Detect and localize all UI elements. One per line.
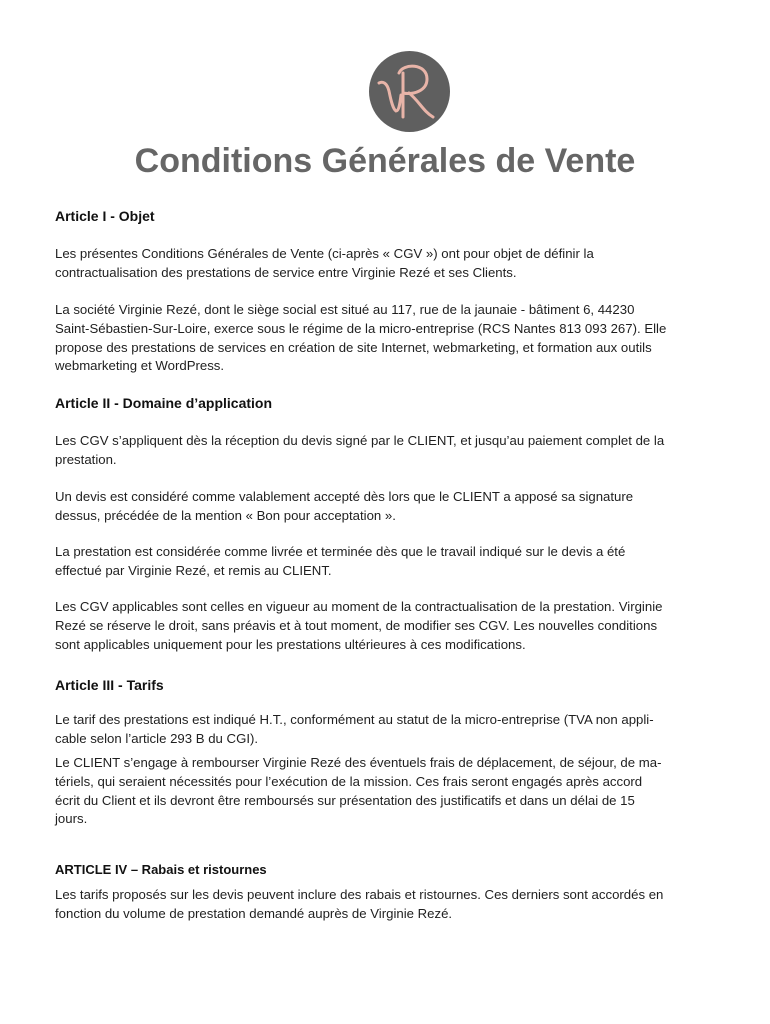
paragraph [55,598,720,654]
paragraph [55,711,720,749]
article-heading: Article I - Objet [55,208,155,224]
text-line: jours. [55,811,88,827]
text-line: fonction du volume de prestation demandé auprès de Virginie Rezé. [55,905,453,921]
text-line: tériels, qui seraient nécessités pour l’exécution de la mission. Ces frais seront engagés après accord [55,773,643,789]
text-line: cable selon l’article 293 B du CGI). [55,730,259,746]
article-heading: Article II - Domaine d’application [55,395,273,411]
paragraph [55,754,720,829]
text-line: webmarketing et WordPress. [55,358,225,374]
text-line: prestation. [55,451,117,467]
article-heading: Article III - Tarifs [55,677,164,693]
paragraph [55,543,720,581]
text-line: Un devis est considéré comme valablement accepté dès lors que le CLIENT a apposé sa signature [55,489,634,504]
paragraph [55,245,720,283]
text-line: Les CGV applicables sont celles en vigueur au moment de la contractualisation de la prestation. Virginie [55,599,663,614]
vr-monogram-icon [369,51,450,132]
text-line: sont applicables uniquement pour les prestations ultérieures à ces modifications. [55,636,526,652]
text-line: Les tarifs proposés sur les devis peuvent inclure des rabais et ristournes. Ces derniers sont accordés en [55,887,664,902]
logo [369,51,450,132]
paragraph [55,301,720,376]
text-line: Les CGV s’appliquent dès la réception du devis signé par le CLIENT, et jusqu’au paiement complet de la [55,433,665,448]
text-line: effectué par Virginie Rezé, et remis au CLIENT. [55,562,332,578]
article-heading: ARTICLE IV – Rabais et ristournes [55,862,267,877]
paragraph [55,488,720,526]
text-line: Rezé se réserve le droit, sans préavis et à tout moment, de modifier ses CGV. Les nouvelles conditions [55,617,658,633]
text-line: La prestation est considérée comme livrée et terminée dès que le travail indiqué sur le devis a été [55,544,626,559]
text-line: contractualisation des prestations de service entre Virginie Rezé et ses Clients. [55,264,517,280]
text-line: propose des prestations de services en création de site Internet, webmarketing, et formation aux outils [55,339,652,355]
text-line: Les présentes Conditions Générales de Vente (ci-après « CGV ») ont pour objet de définir la [55,246,594,261]
paragraph [55,886,720,924]
text-line: Le CLIENT s’engage à rembourser Virginie Rezé des éventuels frais de déplacement, de séjour, de ma- [55,755,662,770]
text-line: Le tarif des prestations est indiqué H.T., conformément au statut de la micro-entreprise (TVA non appli- [55,712,654,727]
text-line: dessus, précédée de la mention « Bon pour acceptation ». [55,507,396,523]
text-line: écrit du Client et ils devront être remboursés sur présentation des justificatifs et dans un délai de 15 [55,792,635,808]
text-line: Saint-Sébastien-Sur-Loire, exerce sous le régime de la micro-entreprise (RCS Nantes 813 093 267). Elle [55,320,667,336]
paragraph [55,432,720,470]
page-title: Conditions Générales de Vente [134,142,636,180]
text-line: La société Virginie Rezé, dont le siège social est situé au 117, rue de la jaunaie - bâtiment 6, 44230 [55,302,635,317]
